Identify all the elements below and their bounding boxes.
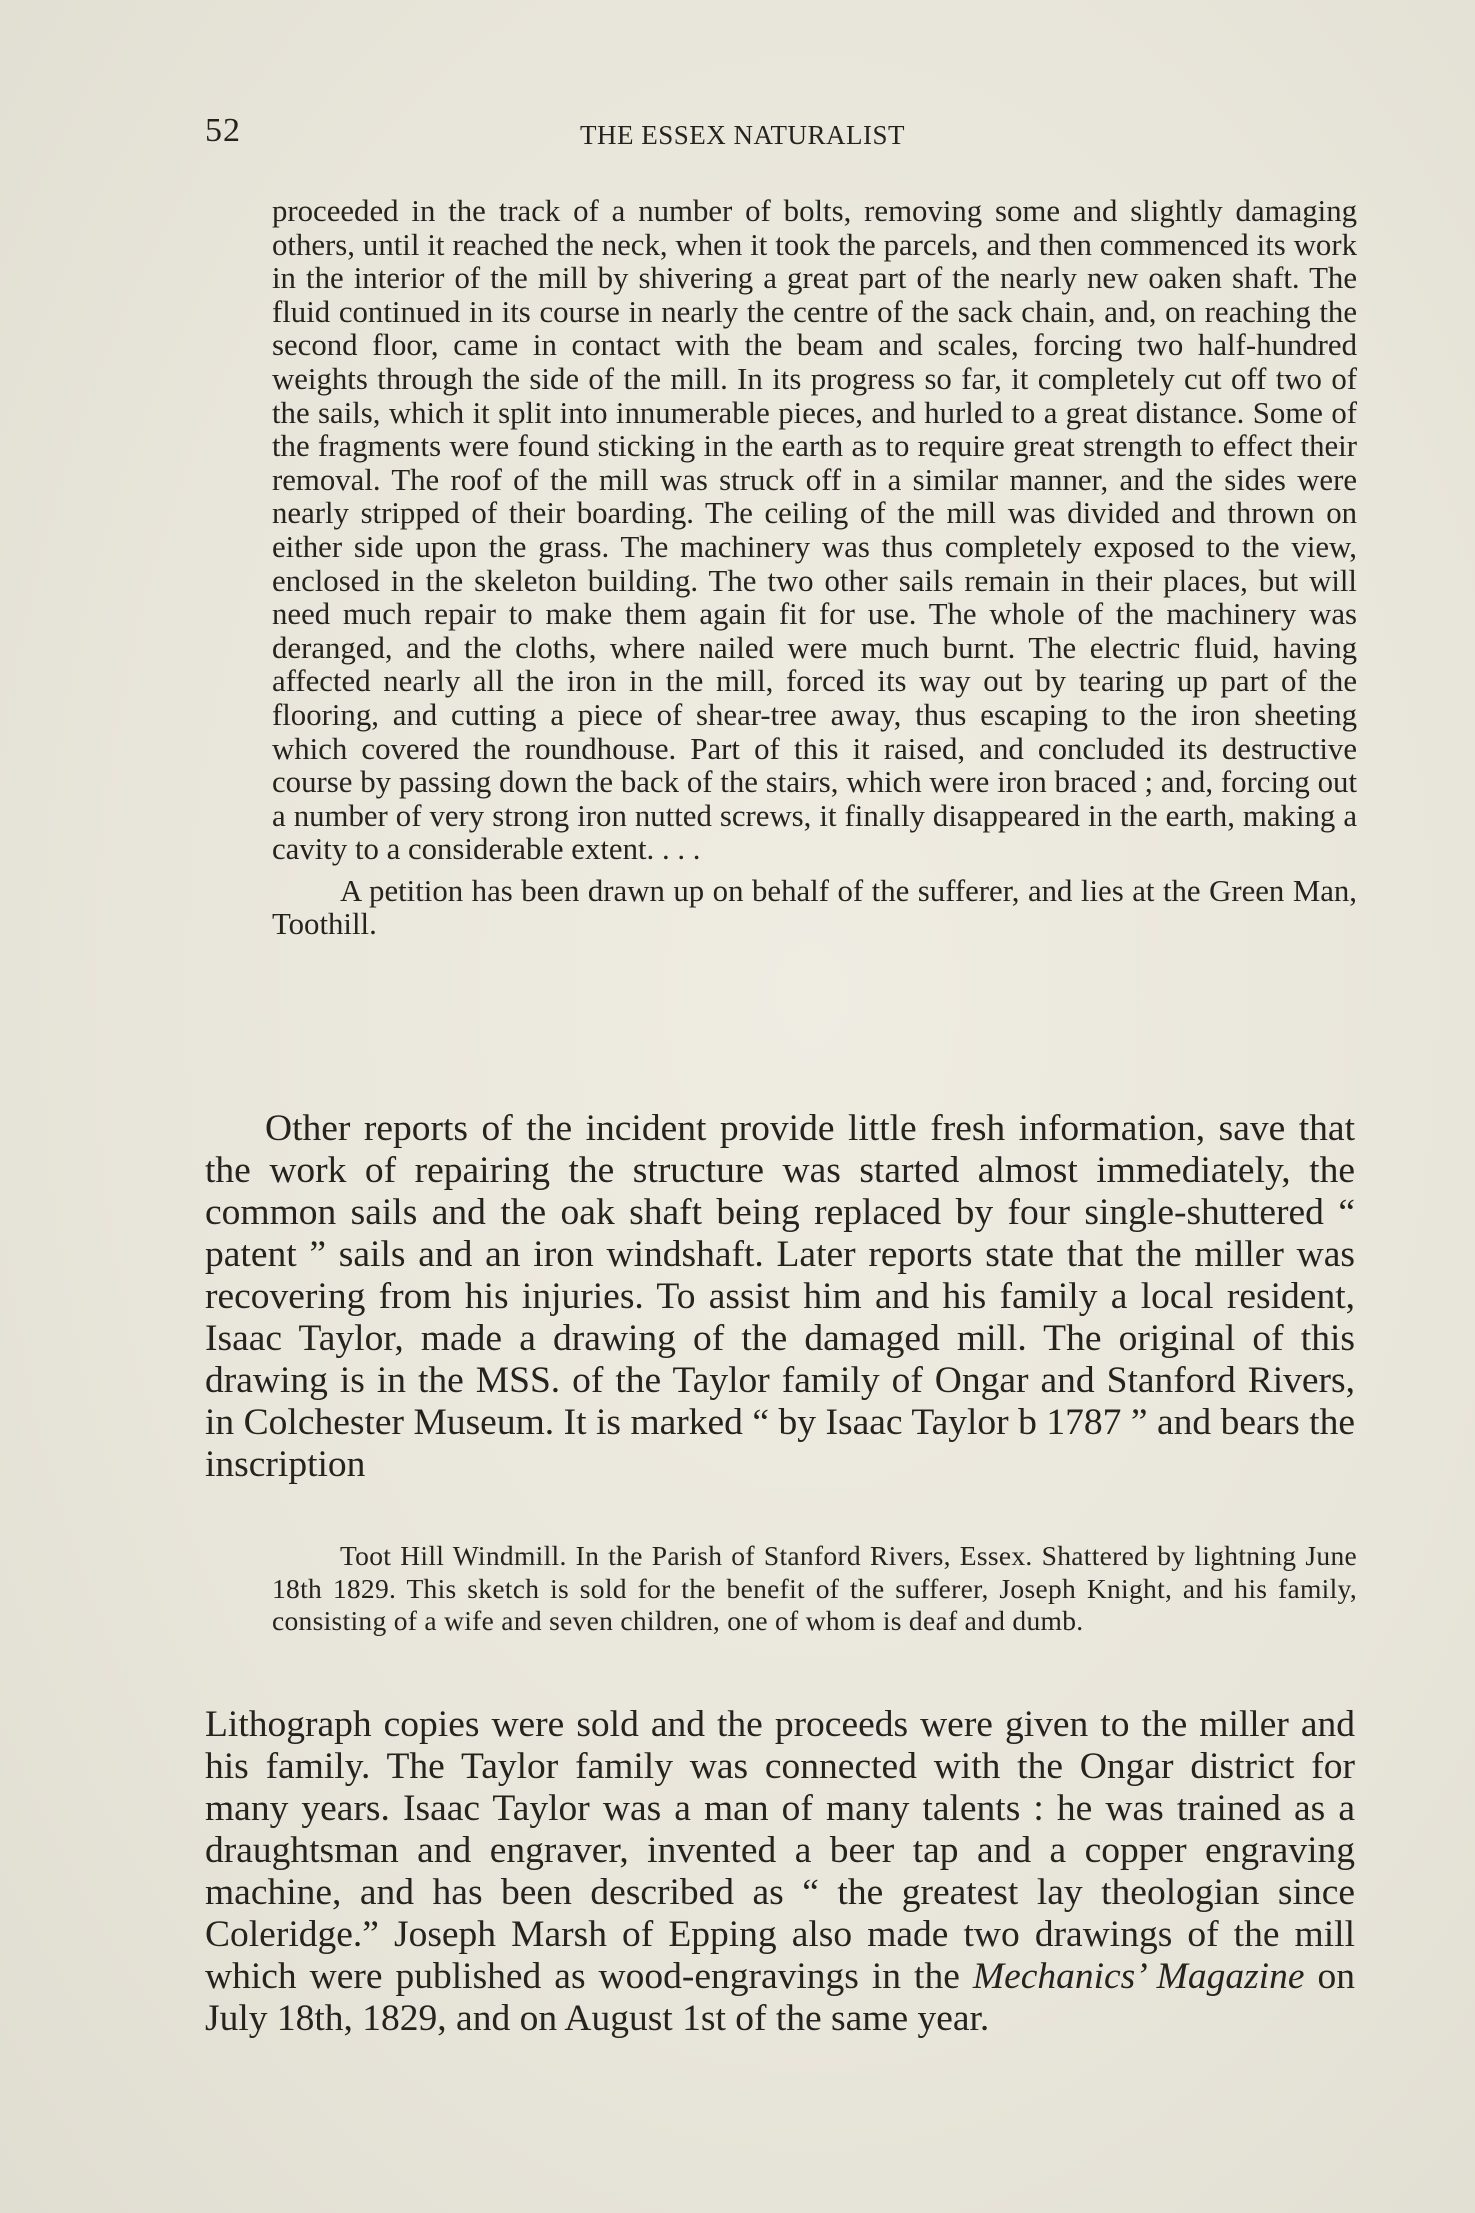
- quoted-report: [272, 195, 1357, 942]
- body-text-run: on July 18th, 1829, and on August 1st of the same year.: [205, 1956, 1355, 2039]
- quoted-report-paragraph: proceeded in the track of a number of bolts, removing some and slightly damaging others, until it reached the neck, when it took the parcels, and then commenced its work in the interior of the mill by shivering a great part of the nearly new oaken shaft. The fluid continued in its course in nearly the centre of the sack chain, and, on reaching the second floor, came in contact with the beam and scales, forcing two half-hundred weights through the side of the mill. In its progress so far, it completely cut off two of the sails, which it split into innumerable pieces, and hurled to a great distance. Some of the fragments were found sticking in the earth as to require great strength to effect their removal. The roof of the mill was struck off in a similar manner, and the sides were nearly stripped of their boarding. The ceiling of the mill was divided and thrown on either side upon the grass. The machinery was thus completely exposed to the view, enclosed in the skeleton building. The two other sails remain in their places, but will need much repair to make them again fit for use. The whole of the machinery was deranged, and the cloths, where nailed were much burnt. The electric fluid, having affected nearly all the iron in the mill, forced its way out by tearing up part of the flooring, and cutting a piece of shear-tree away, thus escaping to the iron sheeting which covered the roundhouse. Part of this it raised, and concluded its destructive course by passing down the back of the stairs, which were iron braced ; and, forcing out a number of very strong iron nutted screws, it finally disappeared in the earth, making a cavity to a considerable extent. . . .: [272, 194, 1357, 867]
- body-paragraph: [205, 1704, 1355, 2040]
- inscription-quote: [272, 1540, 1357, 1638]
- running-title: THE ESSEX NATURALIST: [580, 120, 905, 150]
- quoted-report-paragraph: A petition has been drawn up on behalf of the sufferer, and lies at the Green Man, Toothill.: [272, 873, 1357, 942]
- body-paragraph-text: Other reports of the incident provide little fresh information, save that the work of repairing the structure was started almost immediately, the common sails and the oak shaft being replaced by four single-shuttered “ patent ” sails and an iron windshaft. Later reports state that the miller was recovering from his injuries. To assist him and his family a local resident, Isaac Taylor, made a drawing of the damaged mill. The original of this drawing is in the MSS. of the Taylor family of Ongar and Stanford Rivers, in Colchester Museum. It is marked “ by Isaac Taylor b 1787 ” and bears the inscription: [205, 1108, 1355, 1485]
- page-header: [205, 112, 1355, 162]
- body-paragraph-text: [205, 1704, 1355, 2040]
- page-number: 52: [205, 112, 241, 149]
- body-paragraph: [205, 1108, 1355, 1486]
- magazine-title: Mechanics’ Magazine: [972, 1956, 1305, 1997]
- body-text-run: Lithograph copies were sold and the proceeds were given to the miller and his family. The Taylor family was connected with the Ongar district for many years. Isaac Taylor was a man of many talents : he was trained as a draughtsman and engraver, invented a beer tap and a copper engraving machine, and has been described as “ the greatest lay theologian since Coleridge.” Joseph Marsh of Epping also made two drawings of the mill which were published as wood-engravings in the: [205, 1704, 1355, 1997]
- inscription-text: Toot Hill Windmill. In the Parish of Stanford Rivers, Essex. Shattered by lightning June 18th 1829. This sketch is sold for the benefit of the sufferer, Joseph Knight, and his family, consisting of a wife and seven children, one of whom is deaf and dumb.: [272, 1540, 1357, 1636]
